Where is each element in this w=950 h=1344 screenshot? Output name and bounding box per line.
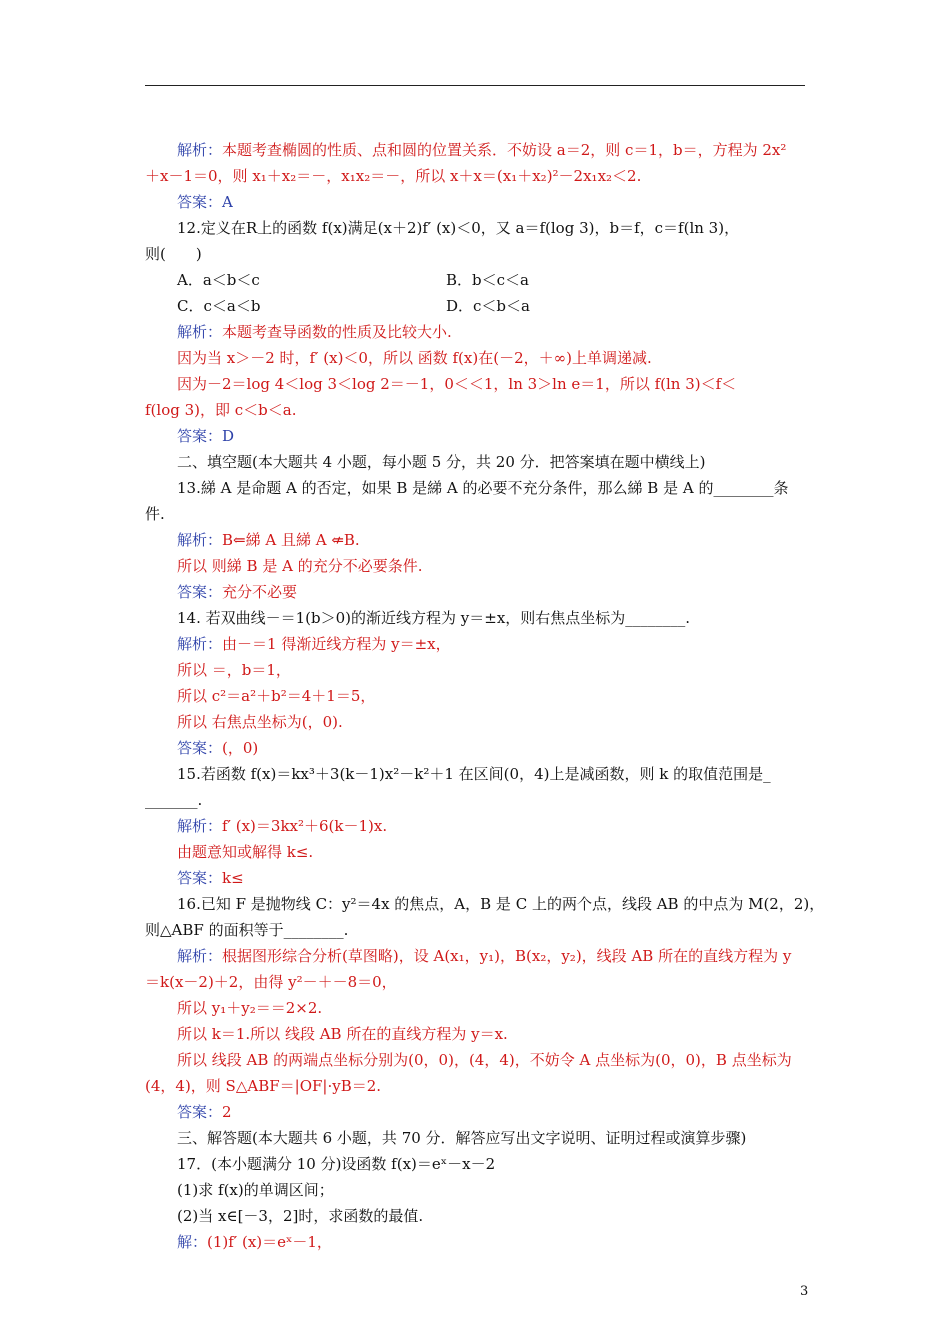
body-text: (1)f′ (x)＝eˣ－1， xyxy=(207,1233,332,1251)
body-text: 根据图形综合分析(草图略)，设 A(x₁，y₁)，B(x₂，y₂)，线段 AB 所在的直线方程为 y xyxy=(222,947,792,965)
text-line xyxy=(145,972,397,992)
text-line xyxy=(177,322,452,342)
body-text: k≤ xyxy=(222,869,244,887)
text-line xyxy=(145,1076,381,1096)
body-text: _______. xyxy=(145,791,203,809)
label-text: 解析： xyxy=(177,323,223,341)
body-text: B⇐綈 A 且綈 A ⇍B. xyxy=(222,531,360,549)
text-line xyxy=(177,582,297,602)
text-line xyxy=(177,842,313,862)
body-text: 所以 c²＝a²＋b²＝4＋1＝5， xyxy=(177,687,376,705)
body-text: 所以 k＝1.所以 线段 AB 所在的直线方程为 y＝x. xyxy=(177,1025,508,1043)
text-line xyxy=(177,1232,332,1252)
body-text: f′ (x)＝3kx²＋6(k－1)x. xyxy=(222,817,388,835)
text-line xyxy=(177,1024,508,1044)
text-line xyxy=(177,348,652,368)
text-line xyxy=(177,894,824,914)
text-line xyxy=(177,374,736,394)
body-text: 本题考查椭圆的性质、点和圆的位置关系．不妨设 a＝2，则 c＝1，b＝，方程为 2x² xyxy=(222,141,787,159)
text-line xyxy=(177,192,233,212)
text-line xyxy=(145,400,296,420)
body-text: 则( ) xyxy=(145,245,202,263)
label-text: 解析： xyxy=(177,531,223,549)
body-text: (4，4)，则 S△ABF＝|OF|·yB＝2. xyxy=(145,1077,382,1095)
text-line xyxy=(177,296,260,316)
text-line xyxy=(177,946,791,966)
body-text: 三、解答题(本大题共 6 小题，共 70 分．解答应写出文字说明、证明过程或演算步骤) xyxy=(177,1129,747,1147)
body-text: 充分不必要 xyxy=(222,583,298,601)
body-text: 所以 右焦点坐标为(，0). xyxy=(177,713,343,731)
text-line xyxy=(177,1050,792,1070)
text-line xyxy=(177,608,690,628)
label-text: 答案：A xyxy=(177,193,233,211)
text-line xyxy=(177,1154,495,1174)
text-line xyxy=(145,166,641,186)
text-line xyxy=(446,296,530,316)
page-number: 3 xyxy=(800,1284,809,1299)
label-text: 答案：D xyxy=(177,427,235,445)
text-line xyxy=(177,998,322,1018)
text-line xyxy=(177,868,244,888)
body-text: D．c＜b＜a xyxy=(446,297,530,315)
body-text: 件. xyxy=(145,505,165,523)
body-text: (，0) xyxy=(222,739,259,757)
text-line xyxy=(177,140,786,160)
body-text: 15.若函数 f(x)＝kx³＋3(k－1)x²－k²＋1 在区间(0，4)上是减函数，则 k 的取值范围是_ xyxy=(177,765,771,783)
text-line xyxy=(177,478,788,498)
body-text: 所以 ＝，b＝1， xyxy=(177,661,291,679)
text-line xyxy=(177,218,739,238)
body-text: 16.已知 F 是抛物线 C：y²＝4x 的焦点，A，B 是 C 上的两个点，线段 AB 的中点为 M(2，2)， xyxy=(177,895,825,913)
text-line xyxy=(177,686,375,706)
body-text: 所以 则綈 B 是 A 的充分不必要条件. xyxy=(177,557,423,575)
header-rule xyxy=(145,85,805,86)
body-text: B．b＜c＜a xyxy=(446,271,529,289)
body-text: A．a＜b＜c xyxy=(177,271,260,289)
text-line xyxy=(145,244,202,264)
body-text: 所以 线段 AB 的两端点坐标分别为(0，0)，(4，4)，不妨令 A 点坐标为(0，0)，B 点坐标为 xyxy=(177,1051,792,1069)
body-text: 12.定义在R上的函数 f(x)满足(x＋2)f′ (x)＜0，又 a＝f(log 3)，b＝f，c＝f(ln 3)， xyxy=(177,219,740,237)
label-text: 解析： xyxy=(177,141,223,159)
text-line xyxy=(177,1102,232,1122)
body-text: 2 xyxy=(222,1103,232,1121)
text-line xyxy=(177,426,234,446)
text-line xyxy=(177,634,451,654)
text-line xyxy=(145,920,348,940)
body-text: 14. 若双曲线－＝1(b＞0)的渐近线方程为 y＝±x，则右焦点坐标为________. xyxy=(177,609,691,627)
body-text: C．c＜a＜b xyxy=(177,297,261,315)
body-text: 由题意知或解得 k≤. xyxy=(177,843,314,861)
body-text: 13.綈 A 是命题 A 的否定，如果 B 是綈 A 的必要不充分条件，那么綈 B 是 A 的________条 xyxy=(177,479,789,497)
body-text: 由－＝1 得渐近线方程为 y＝±x， xyxy=(222,635,451,653)
label-text: 解： xyxy=(177,1233,208,1251)
label-text: 答案： xyxy=(177,583,223,601)
text-line xyxy=(177,660,291,680)
text-line xyxy=(177,530,360,550)
body-text: (2)当 x∈[－3，2]时，求函数的最值. xyxy=(177,1207,424,1225)
body-text: 因为－2＝log 4＜log 3＜log 2＝－1，0＜＜1，ln 3＞ln e＝1，所以 f(ln 3)＜f＜ xyxy=(177,375,737,393)
text-line xyxy=(177,816,387,836)
label-text: 答案： xyxy=(177,739,223,757)
body-text: ＝k(x－2)＋2，由得 y²－＋－8＝0， xyxy=(145,973,397,991)
text-line xyxy=(177,556,422,576)
text-line xyxy=(145,790,202,810)
text-line xyxy=(177,764,771,784)
body-text: (1)求 f(x)的单调区间； xyxy=(177,1181,334,1199)
text-line xyxy=(177,712,343,732)
text-line xyxy=(177,452,706,472)
body-text: 17．(本小题满分 10 分)设函数 f(x)＝eˣ－x－2 xyxy=(177,1155,496,1173)
label-text: 解析： xyxy=(177,947,223,965)
body-text: ＋x－1＝0，则 x₁＋x₂＝－，x₁x₂＝－，所以 x＋x＝(x₁＋x₂)²－2x₁x₂＜2. xyxy=(145,167,642,185)
text-line xyxy=(145,504,165,524)
text-line xyxy=(177,270,260,290)
body-text: 二、填空题(本大题共 4 小题，每小题 5 分，共 20 分．把答案填在题中横线上) xyxy=(177,453,706,471)
label-text: 解析： xyxy=(177,635,223,653)
body-text: 本题考查导函数的性质及比较大小. xyxy=(222,323,452,341)
text-line xyxy=(177,1128,746,1148)
body-text: 因为当 x＞－2 时，f′ (x)＜0，所以 函数 f(x)在(－2，＋∞)上单调递减. xyxy=(177,349,652,367)
label-text: 答案： xyxy=(177,1103,223,1121)
body-text: 则△ABF 的面积等于________. xyxy=(145,921,349,939)
label-text: 答案： xyxy=(177,869,223,887)
label-text: 解析： xyxy=(177,817,223,835)
text-line xyxy=(177,1206,423,1226)
text-line xyxy=(177,1180,334,1200)
text-line xyxy=(446,270,529,290)
body-text: f(log 3)，即 c＜b＜a. xyxy=(145,401,297,419)
body-text: 所以 y₁＋y₂＝＝2×2. xyxy=(177,999,323,1017)
text-line xyxy=(177,738,258,758)
